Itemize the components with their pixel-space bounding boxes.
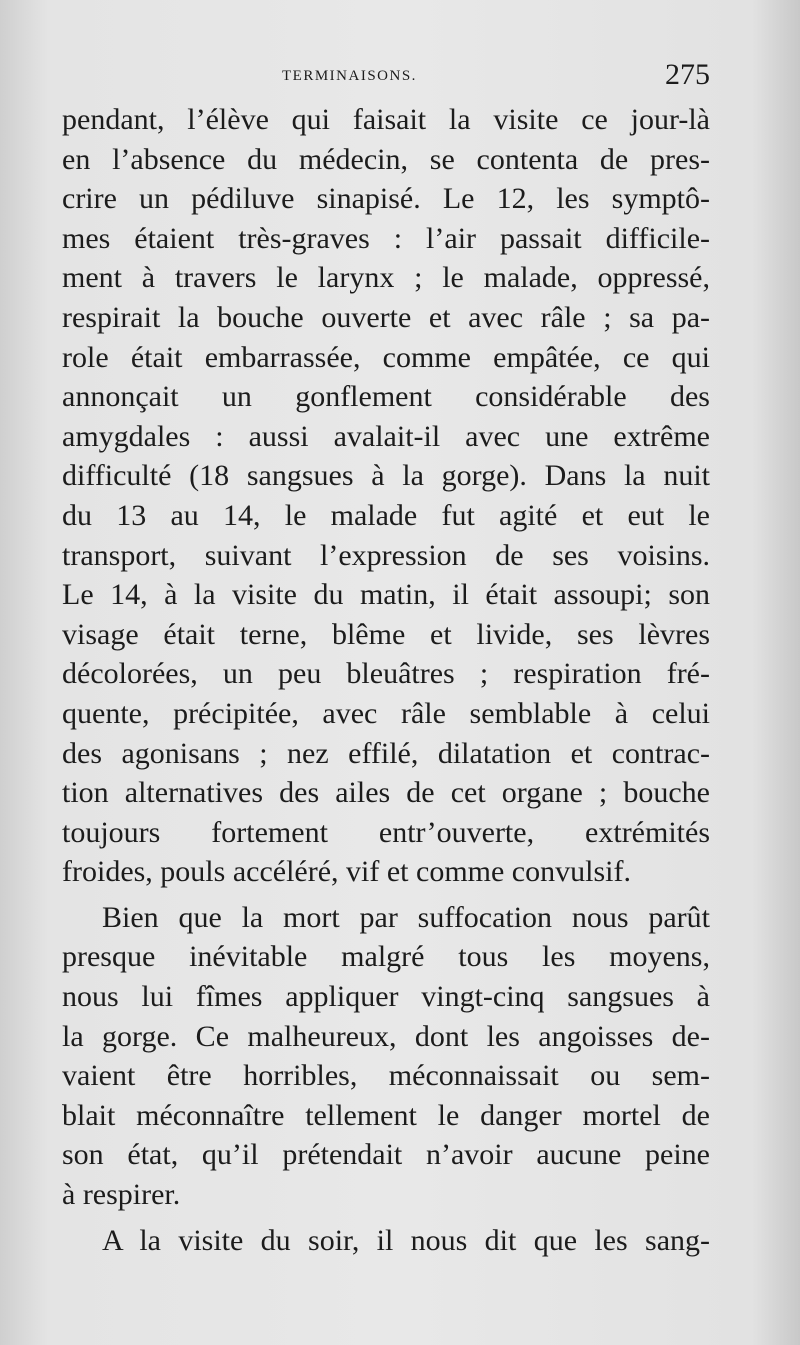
text-line: annonçait un gonflement considérable des [62,380,710,414]
text-line: Le 14, à la visite du matin, il était assoupi; son [62,578,710,612]
text-line: en l’absence du médecin, se contenta de pres- [62,142,710,176]
paragraph [62,100,710,892]
text-line: des agonisans ; nez effilé, dilatation et contrac- [62,736,710,770]
text-line: vaient être horribles, méconnaissait ou sem- [62,1059,710,1093]
text-line: crire un pédiluve sinapisé. Le 12, les symptô- [62,182,710,216]
text-line: son état, qu’il prétendait n’avoir aucune peine [62,1138,710,1172]
text-line: pendant, l’élève qui faisait la visite ce jour-là [62,103,710,136]
text-line: la gorge. Ce malheureux, dont les angoisses de- [62,1019,710,1053]
text-line: mes étaient très-graves : l’air passait difficile- [62,221,710,255]
text-line: transport, suivant l’expression de ses voisins. [62,538,710,572]
text-line: du 13 au 14, le malade fut agité et eut le [62,498,710,532]
text-line: Bien que la mort par suffocation nous parût [102,900,710,934]
text-line: tion alternatives des ailes de cet organe ; bouche [62,776,710,810]
text-line: difficulté (18 sangsues à la gorge). Dans la nuit [62,459,710,493]
text-line: ment à travers le larynx ; le malade, oppressé, [62,261,710,295]
text-line: amygdales : aussi avalait-il avec une extrême [62,419,710,453]
text-line: visage était terne, blême et livide, ses lèvres [62,617,710,651]
text-line: à respirer. [62,1178,181,1212]
body-text [62,100,710,1260]
text-line: nous lui fîmes appliquer vingt-cinq sangsues à [62,980,710,1014]
text-line: blait méconnaître tellement le danger mortel de [62,1098,710,1132]
text-line: toujours fortement entr’ouverte, extrémités [62,815,710,849]
running-head: TERMINAISONS. [282,68,417,84]
text-line: quente, précipitée, avec râle semblable à celui [62,696,710,730]
text-line: A la visite du soir, il nous dit que les sang- [102,1223,710,1257]
paragraph [62,898,710,1215]
text-line: décolorées, un peu bleuâtres ; respiration fré- [62,657,710,691]
page-number: 275 [665,58,710,91]
text-line: role était embarrassée, comme empâtée, ce qui [62,340,710,374]
paragraph [62,1221,710,1261]
page-header [62,60,710,94]
text-line: presque inévitable malgré tous les moyens, [62,940,710,974]
text-line: froides, pouls accéléré, vif et comme convulsif. [62,855,631,889]
text-line: respirait la bouche ouverte et avec râle ; sa pa- [62,300,710,334]
